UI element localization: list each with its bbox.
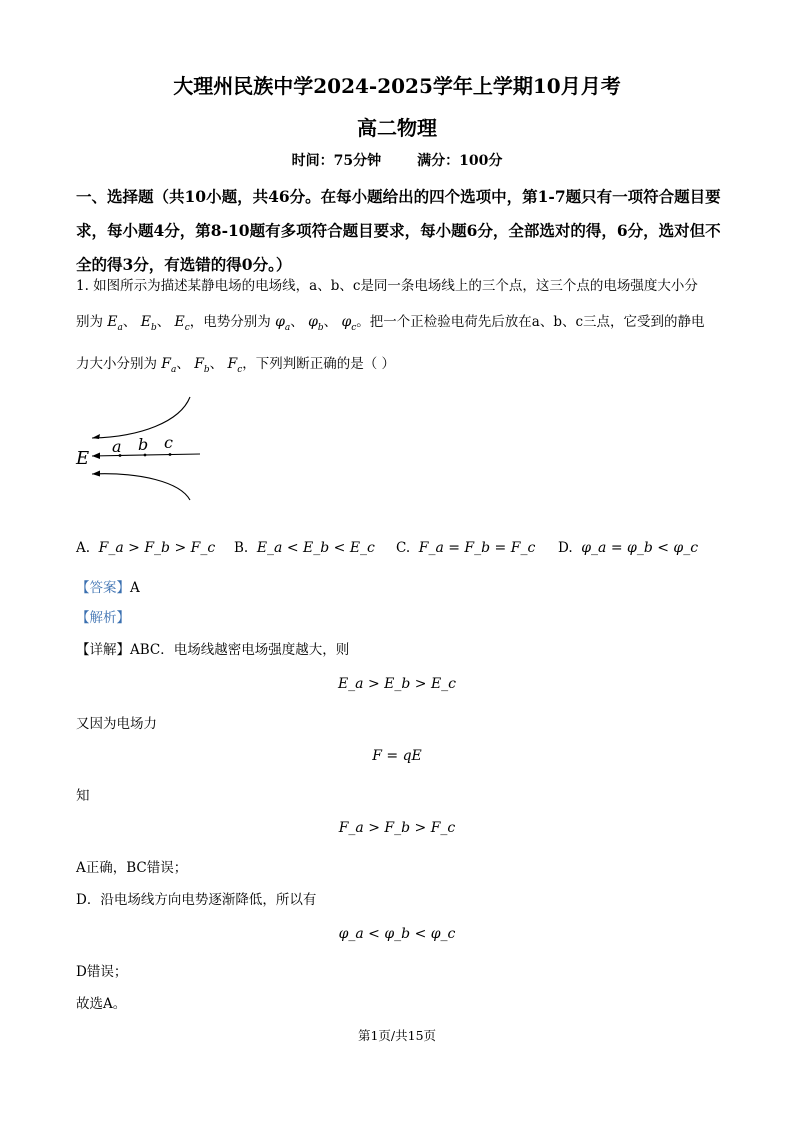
analysis-label: 【解析】 (76, 610, 130, 626)
option-b (234, 540, 375, 556)
symbol-phi-b: $\varphi_b$ (308, 314, 324, 333)
option-c (396, 540, 535, 556)
symbol-E-a: $E_a$ (107, 314, 123, 333)
label-c: c (164, 433, 173, 452)
time-label: 时间：75分钟 (291, 153, 382, 169)
question-1-line-3: 力大小分别为 $F_a$、 $F_b$、 $F_c$，下列判断正确的是（ ） (76, 356, 396, 375)
equation-4: φ_a < φ_b < φ_c (338, 926, 456, 942)
exam-title: 大理州民族中学2024-2025学年上学期10月月考 (173, 74, 621, 98)
symbol-phi-c: $\varphi_c$ (341, 314, 357, 333)
point-b (144, 454, 147, 457)
question-1-line-1: 1. 如图所示为描述某静电场的电场线，a、b、c是同一条电场线上的三个点，这三个点的电场强度大小分 (76, 278, 698, 294)
option-d-expression: φ_a = φ_b < φ_c (581, 540, 699, 556)
symbol-E-b: $E_b$ (140, 314, 157, 333)
text-therefore: 知 (76, 788, 90, 804)
question-1-line-2: 别为 $E_a$、 $E_b$、 $E_c$，电势分别为 $\varphi_a$、 $\varphi_b$、 $\varphi_c$。把一个正检验电荷先后放在a、b、c三点，它受到的静电 (76, 314, 705, 333)
equation-1: E_a > E_b > E_c (337, 676, 457, 692)
text-a-correct: A正确，BC错误； (76, 860, 188, 876)
arrow-bottom (92, 471, 100, 477)
answer-label: 【答案】 (76, 580, 130, 596)
option-a-expression: F_a > F_b > F_c (98, 540, 216, 556)
electric-field-lines-figure (70, 392, 210, 504)
option-b-expression: E_a < E_b < E_c (256, 540, 375, 556)
option-d (558, 540, 698, 556)
section-heading: 一、选择题（共10小题，共46分。在每小题给出的四个选项中，第1-7题只有一项符合题目要求，每小题4分，第8-10题有多项符合题目要求，每小题6分，全部选对的得，6分，选对但不全的得3分，有选错的得0分。） (76, 187, 721, 274)
detail-label: 【详解】 (76, 642, 130, 658)
point-c (169, 453, 172, 456)
label-a: a (112, 437, 122, 456)
symbol-F-a: $F_a$ (161, 356, 177, 375)
exam-time-score (0, 150, 794, 170)
answer-line (76, 578, 726, 598)
equation-3: F_a > F_b > F_c (338, 820, 456, 836)
option-a (76, 540, 215, 556)
option-a-key: A. (76, 540, 91, 556)
page-number: 第1页/共15页 (357, 1028, 437, 1043)
field-line-top (92, 397, 190, 438)
option-c-expression: F_a = F_b = F_c (418, 540, 536, 556)
text-d-wrong: D错误； (76, 964, 128, 980)
symbol-E-c: $E_c$ (174, 314, 190, 333)
option-b-key: B. (234, 540, 249, 556)
equation-2: F = qE (372, 748, 422, 764)
symbol-F-b: $F_b$ (194, 356, 210, 375)
symbol-F-c: $F_c$ (227, 356, 243, 375)
text-conclusion: 故选A。 (76, 996, 127, 1012)
detail-line (76, 640, 726, 660)
answer-value: A (130, 580, 140, 596)
text-electric-force: 又因为电场力 (76, 716, 157, 732)
field-line-bottom (92, 474, 190, 500)
text-d-explanation: D．沿电场线方向电势逐渐降低，所以有 (76, 892, 317, 908)
score-label: 满分：100分 (417, 153, 503, 169)
detail-text: ABC．电场线越密电场强度越大，则 (130, 642, 350, 658)
label-b: b (138, 435, 149, 454)
option-c-key: C. (396, 540, 411, 556)
option-d-key: D. (558, 540, 573, 556)
arrow-middle (92, 453, 100, 460)
exam-subject: 高二物理 (357, 116, 437, 140)
symbol-phi-a: $\varphi_a$ (275, 314, 291, 333)
label-E: E (76, 448, 90, 469)
